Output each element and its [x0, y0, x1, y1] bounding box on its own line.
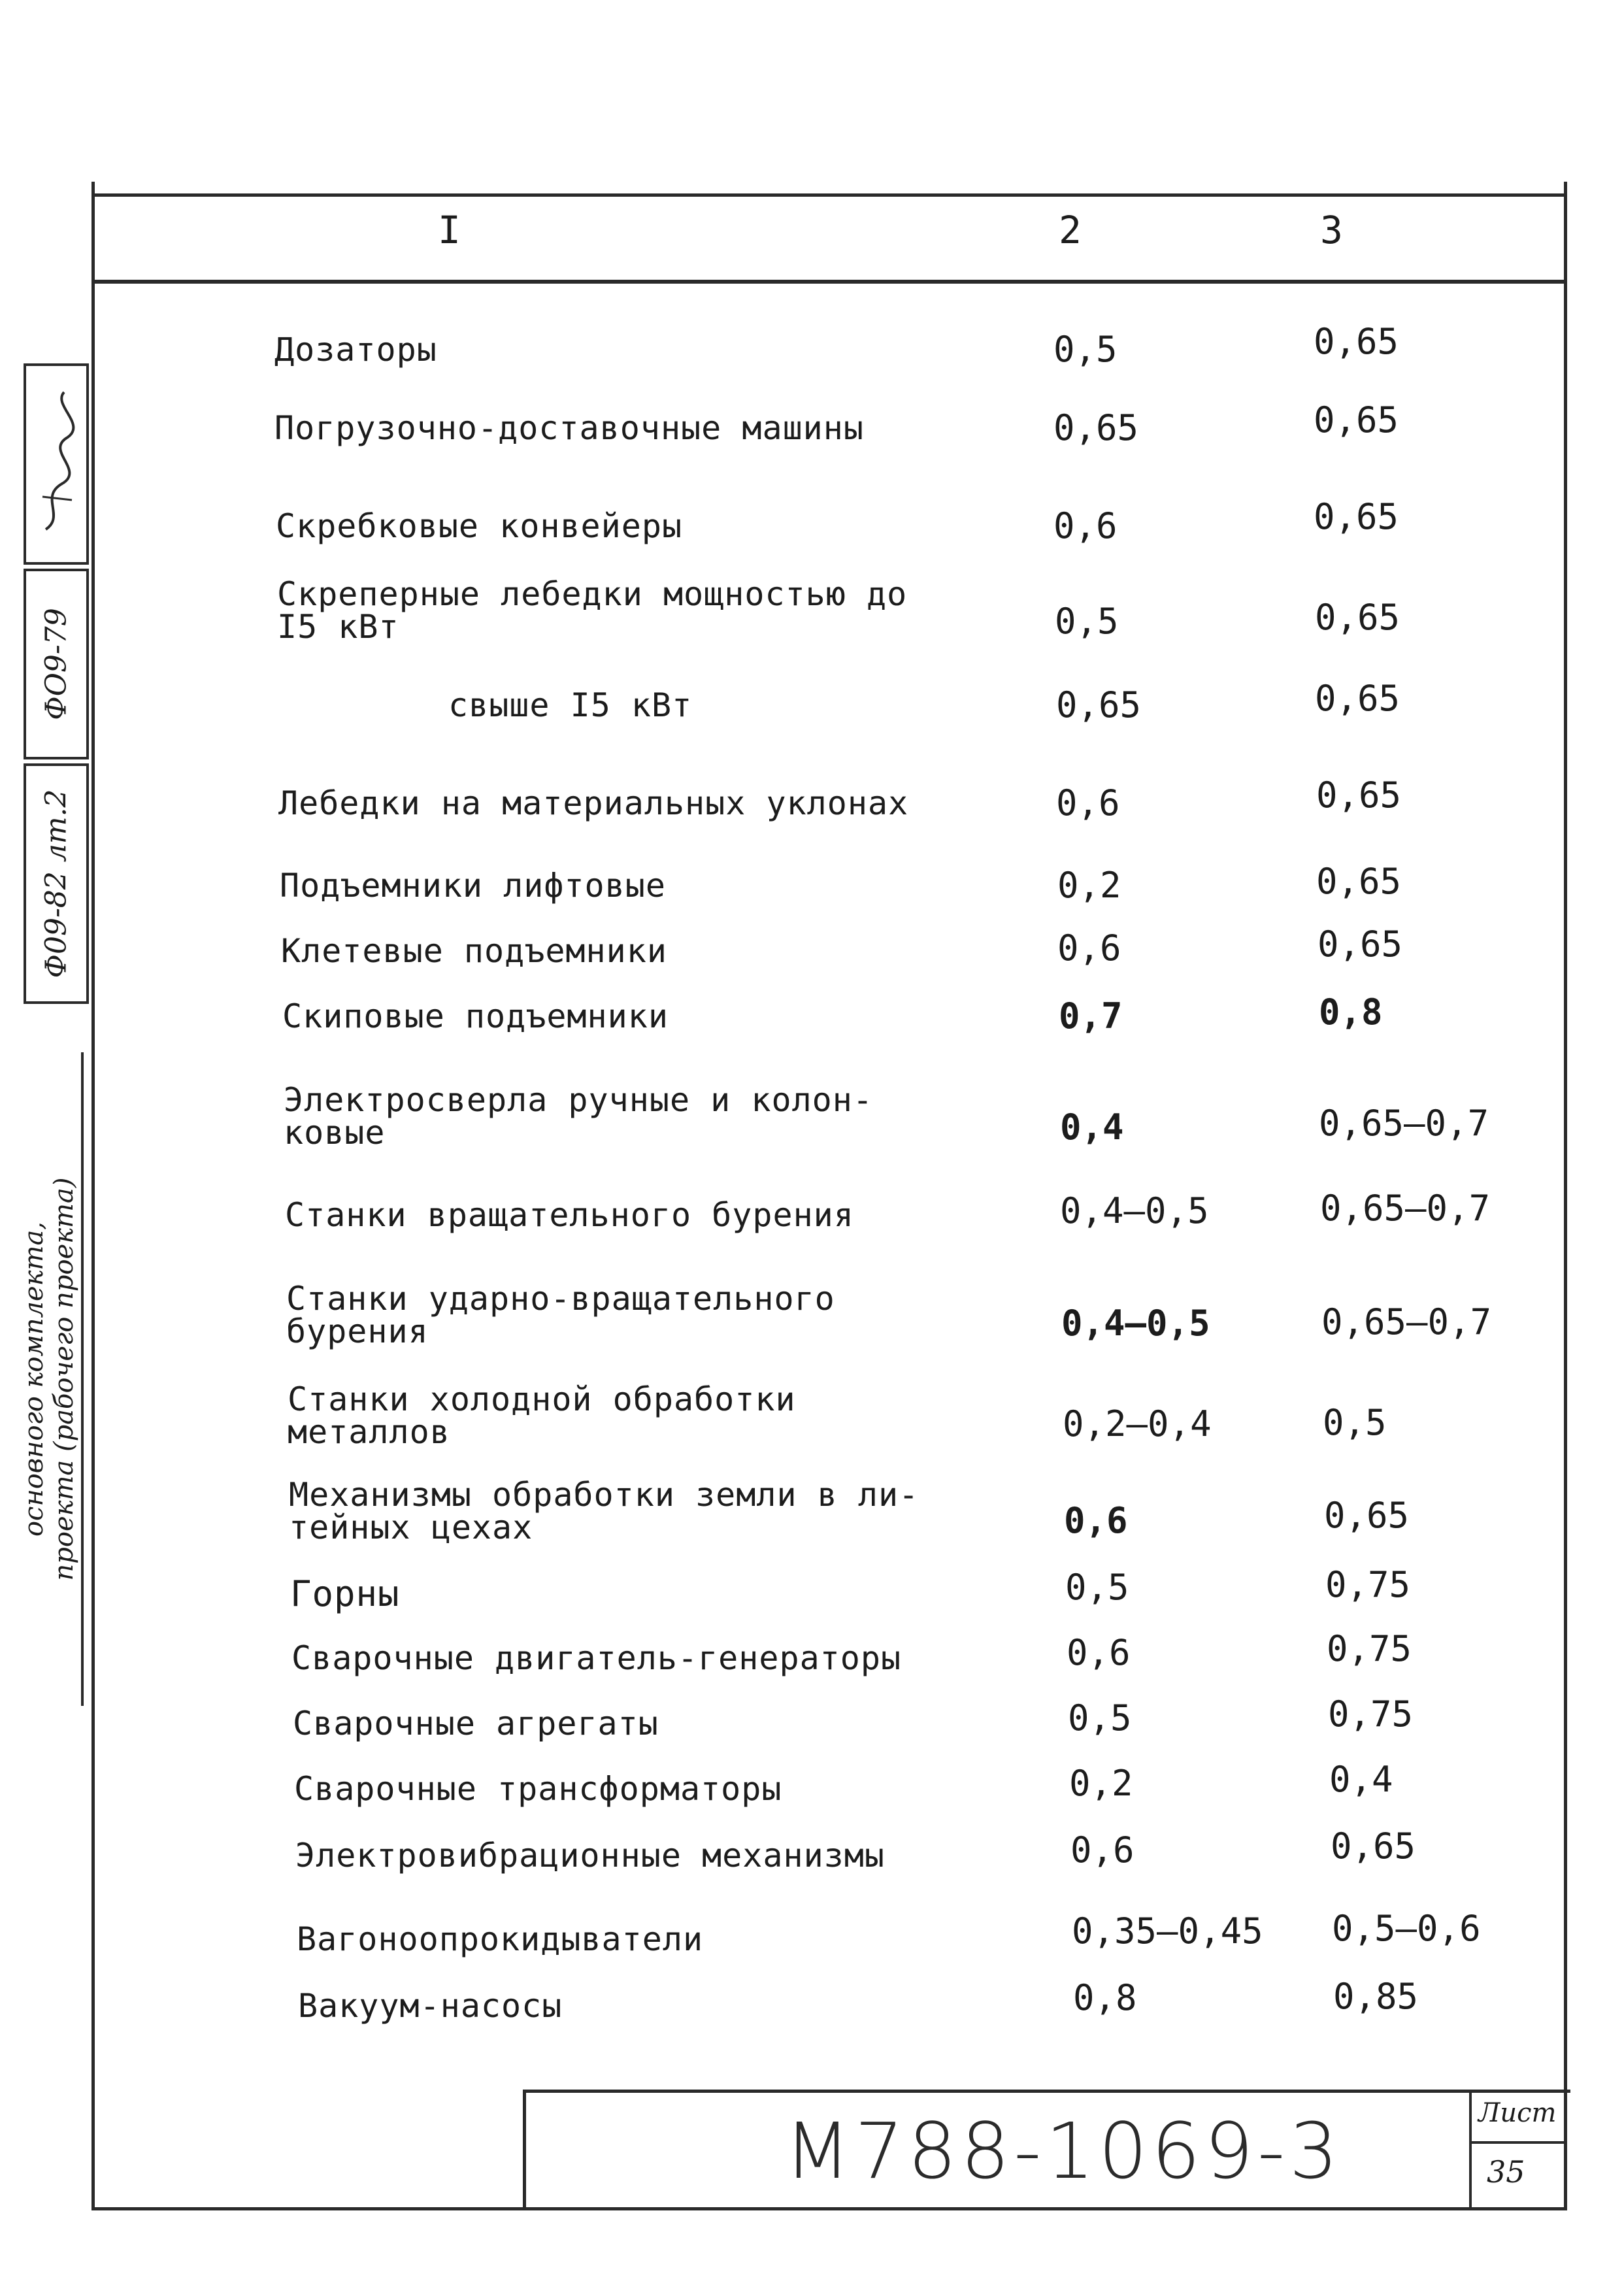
sheet-cell-divider	[1469, 2141, 1567, 2144]
row-value-col-2: 0,2	[1057, 865, 1121, 906]
row-value-col-3: 0,65	[1324, 1495, 1410, 1536]
row-value-col-3: 0,5	[1323, 1402, 1387, 1443]
row-value-col-2: 0,8	[1073, 1977, 1137, 2018]
row-value-col-2: 0,2–0,4	[1063, 1403, 1212, 1444]
row-equipment-name: Сварочные двигатель-генераторы	[291, 1639, 902, 1677]
row-value-col-2: 0,5	[1065, 1567, 1129, 1608]
table-row	[0, 1282, 1624, 1348]
doc-number-stamp-1: Ф09-82 лт.2	[39, 789, 73, 978]
doc-number-stamp-2: ФО9-79	[39, 608, 73, 720]
row-equipment-name: Лебедки на материальных уклонах	[278, 784, 909, 822]
row-equipment-name: Механизмы обработки земли в ли-тейных цехах	[289, 1476, 920, 1546]
document-code: М788-1069-3	[784, 2106, 1342, 2196]
row-equipment-name: Сварочные агрегаты	[293, 1705, 659, 1742]
row-value-col-3: 0,65–0,7	[1319, 1103, 1489, 1144]
table-row	[0, 1478, 1624, 1544]
table-header-separator	[91, 280, 1567, 284]
table-header-col-3: 3	[1320, 208, 1343, 252]
row-value-col-3: 0,75	[1328, 1693, 1414, 1735]
row-equipment-name: Погрузочно-доставочные машины	[274, 409, 864, 447]
row-equipment-name: свыше I5 кВт	[448, 686, 693, 724]
binding-note	[13, 1052, 85, 1706]
table-row	[0, 399, 1624, 476]
table-row	[0, 1380, 1624, 1451]
frame-left-border	[91, 182, 95, 2208]
row-equipment-name: Скиповые подъемники	[282, 997, 669, 1035]
row-equipment-name: Скребковые конвейеры	[276, 507, 683, 545]
row-value-col-2: 0,6	[1067, 1632, 1131, 1673]
row-value-col-2: 0,5	[1055, 601, 1119, 642]
row-equipment-name: Станки вращательного бурения	[285, 1196, 854, 1234]
row-value-col-3: 0,65–0,7	[1321, 1301, 1492, 1342]
row-value-col-2: 0,4–0,5	[1061, 1303, 1210, 1344]
row-equipment-name: Дозаторы	[274, 331, 437, 369]
binding-note-divider	[81, 1052, 84, 1706]
table-header-col-2: 2	[1059, 208, 1082, 252]
table-row	[0, 1825, 1624, 1903]
row-equipment-name: Скреперные лебедки мощностью до I5 кВт	[277, 575, 908, 646]
table-row	[0, 321, 1624, 397]
row-value-col-3: 0,65	[1315, 678, 1400, 719]
row-value-col-2: 0,4–0,5	[1060, 1190, 1209, 1231]
frame-right-border	[1564, 182, 1567, 2208]
signature-stamp-box	[24, 363, 89, 565]
row-equipment-name: Электровибрационные механизмы	[295, 1837, 885, 1875]
table-row	[0, 1188, 1624, 1263]
table-header-col-1: I	[438, 208, 461, 252]
table-row	[0, 992, 1624, 1064]
table-row	[0, 575, 1624, 646]
row-value-col-3: 0,65	[1316, 775, 1402, 816]
row-equipment-name: Горны	[290, 1573, 400, 1614]
row-value-col-2: 0,6	[1070, 1829, 1135, 1871]
row-equipment-name: Вагоноопрокидыватели	[297, 1920, 704, 1958]
row-value-col-3: 0,65–0,7	[1320, 1188, 1491, 1229]
row-equipment-name: Станки ударно-вращательного бурения	[286, 1280, 835, 1350]
row-value-col-3: 0,65	[1314, 496, 1399, 537]
row-value-col-2: 0,6	[1064, 1500, 1128, 1541]
frame-top-border	[91, 193, 1567, 197]
row-value-col-2: 0,65	[1053, 407, 1139, 448]
table-row	[0, 496, 1624, 574]
row-value-col-2: 0,7	[1059, 995, 1123, 1037]
row-equipment-name: Клетевые подъемники	[281, 932, 667, 970]
row-value-col-2: 0,6	[1053, 505, 1118, 546]
signature-mark	[26, 366, 86, 562]
row-equipment-name: Подъемники лифтовые	[280, 867, 666, 905]
table-row	[0, 678, 1624, 753]
row-value-col-3: 0,75	[1327, 1628, 1412, 1669]
row-value-col-3: 0,65	[1317, 924, 1403, 965]
table-row	[0, 775, 1624, 851]
row-equipment-name: Электросверла ручные и колон-ковые	[284, 1081, 873, 1152]
row-value-col-3: 0,65	[1316, 861, 1402, 902]
row-value-col-2: 0,2	[1069, 1763, 1133, 1804]
row-value-col-2: 0,5	[1053, 329, 1118, 370]
table-row	[0, 924, 1624, 999]
row-equipment-name: Вакуум-насосы	[298, 1987, 563, 2025]
sheet-number: 35	[1487, 2154, 1525, 2190]
row-value-col-3: 0,65	[1314, 399, 1399, 441]
row-value-col-3: 0,65	[1314, 321, 1399, 362]
binding-note-line-1: основного комплекта,	[19, 1221, 49, 1537]
table-row	[0, 1081, 1624, 1152]
row-value-col-3: 0,4	[1329, 1759, 1393, 1800]
row-value-col-2: 0,4	[1060, 1107, 1124, 1148]
binding-note-line-2: проекта (рабочего проекта)	[49, 1177, 79, 1581]
row-value-col-2: 0,6	[1057, 927, 1121, 969]
row-value-col-3: 0,8	[1319, 992, 1383, 1033]
table-row	[0, 1976, 1624, 2054]
row-value-col-3: 0,5–0,6	[1332, 1908, 1481, 1949]
doc-number-stamp-box-2	[24, 569, 89, 759]
row-value-col-3: 0,65	[1331, 1825, 1416, 1867]
doc-number-stamp-box-1	[24, 763, 89, 1004]
row-equipment-name: Станки холодной обработки металлов	[288, 1380, 796, 1451]
row-value-col-3: 0,85	[1333, 1976, 1419, 2017]
row-equipment-name: Сварочные трансформаторы	[294, 1770, 782, 1808]
row-value-col-3: 0,75	[1325, 1564, 1411, 1605]
row-value-col-2: 0,35–0,45	[1072, 1910, 1263, 1952]
sheet-label: Лист	[1478, 2098, 1557, 2128]
row-value-col-2: 0,65	[1056, 684, 1142, 725]
row-value-col-2: 0,5	[1068, 1697, 1132, 1739]
row-value-col-2: 0,6	[1056, 782, 1120, 824]
row-value-col-3: 0,65	[1315, 597, 1400, 638]
